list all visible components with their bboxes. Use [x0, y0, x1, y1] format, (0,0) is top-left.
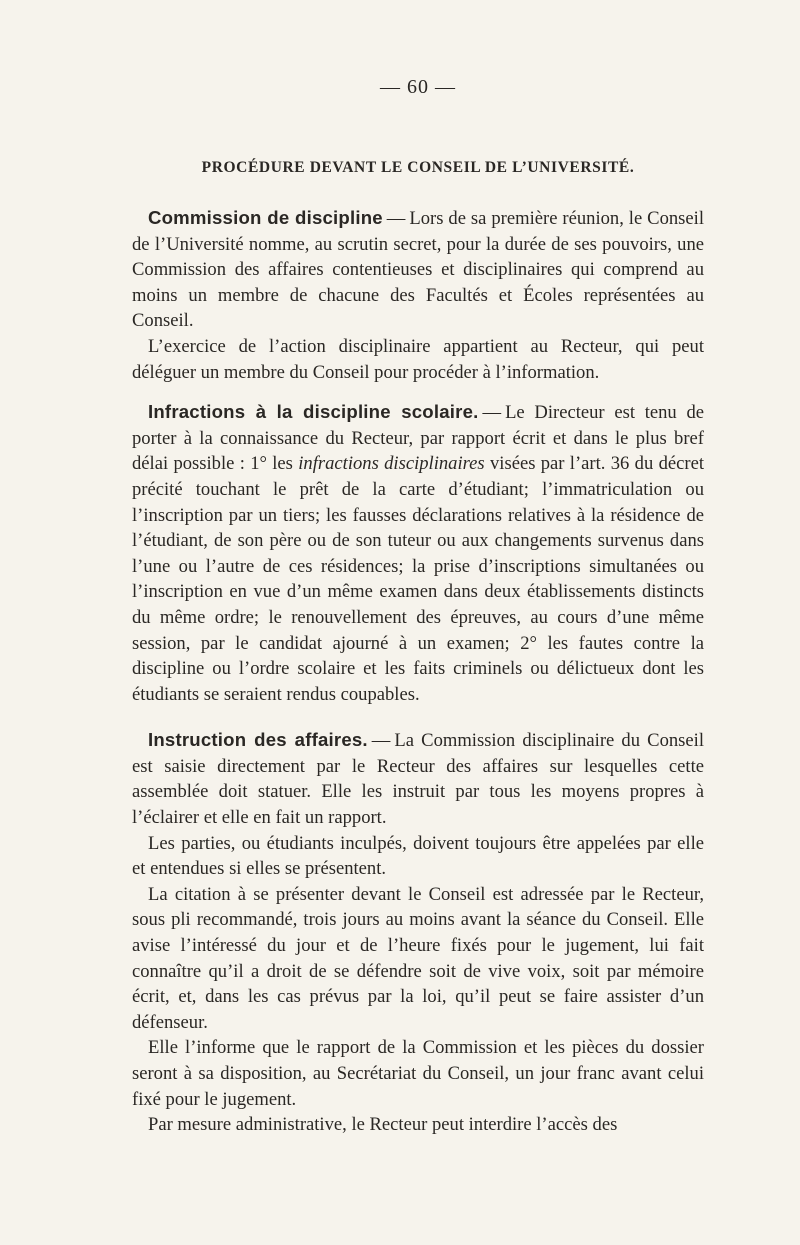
paragraph: [132, 205, 704, 334]
section-instruction-affaires: [132, 727, 704, 1138]
paragraph-text: Lors de sa première réunion, le Conseil de l’Université nomme, au scrutin secret, pour la durée de ses pouvoirs, une Commission des affaires contentieuses et disciplinaires qui comprend au moins un membre de chacune des Facultés et Écoles représentées au Conseil.: [132, 208, 705, 332]
paragraph: [132, 727, 704, 830]
paragraph: Elle l’informe que le rapport de la Commission et les pièces du dossier seront à sa disposition, au Secrétariat du Conseil, un jour franc avant celui fixé pour le jugement.: [132, 1037, 704, 1110]
paragraph-text: Le Directeur est tenu de porter à la connaissance du Recteur, par rapport écrit et dans le plus bref délai possible : 1° les: [132, 402, 704, 475]
paragraph-text: La Commission disciplinaire du Conseil est saisie directement par le Recteur des affaires sur lesquelles cette assemblée doit statuer. Elle les instruit par tous les moyens propres à l’éclairer et elle en fait un rapport.: [132, 730, 704, 829]
section-commission-discipline: [132, 205, 704, 385]
page-number: — 60 —: [380, 76, 456, 98]
section-heading: Commission de discipline: [148, 207, 383, 228]
heading-dash: —: [371, 730, 391, 752]
section-infractions: [132, 399, 704, 707]
italic-term: infractions disciplinaires: [298, 453, 485, 475]
chapter-title: PROCÉDURE DEVANT LE CONSEIL DE L’UNIVERSITÉ.: [201, 159, 635, 176]
heading-dash: —: [386, 208, 406, 229]
paragraph: Par mesure administrative, le Recteur peut interdire l’accès des: [148, 1114, 618, 1136]
heading-dash: —: [482, 402, 502, 424]
paragraph-text: visées par l’art. 36 du décret précité touchant le prêt de la carte d’étudiant; l’immatriculation ou l’inscription par un tiers; les fausses déclarations relatives à la résidence de l’étudiant, de son père ou de son tuteur ou aux changements survenus dans l’une ou l’autre de ces résidences; la prise d’inscriptions simultanées ou l’inscription en vue d’un même examen dans deux établissements distincts du même ordre; le renouvellement des épreuves, au cours d’une même session, par le candidat ajourné à un examen; 2° les fautes contre la discipline ou l’ordre scolaire et les faits criminels ou délictueux dont les étudiants se seraient rendus coupables.: [132, 453, 704, 705]
body-text: [132, 205, 704, 1138]
paragraph: Les parties, ou étudiants inculpés, doivent toujours être appelées par elle et entendues si elles se présentent.: [132, 832, 704, 880]
paragraph: L’exercice de l’action disciplinaire appartient au Recteur, qui peut déléguer un membre du Conseil pour procéder à l’information.: [132, 335, 704, 383]
paragraph: La citation à se présenter devant le Conseil est adressée par le Recteur, sous pli recommandé, trois jours au moins avant la séance du Conseil. Elle avise l’intéressé du jour et de l’heure fixés pour le jugement, lui fait connaître qu’il a droit de se défendre soit de vive voix, soit par mémoire écrit, et, dans les cas prévus par la loi, qu’il peut se faire assister d’un défenseur.: [132, 883, 704, 1033]
paragraph: [132, 399, 704, 707]
section-heading: Instruction des affaires.: [148, 729, 368, 751]
section-heading: Infractions à la discipline scolaire.: [148, 401, 479, 423]
